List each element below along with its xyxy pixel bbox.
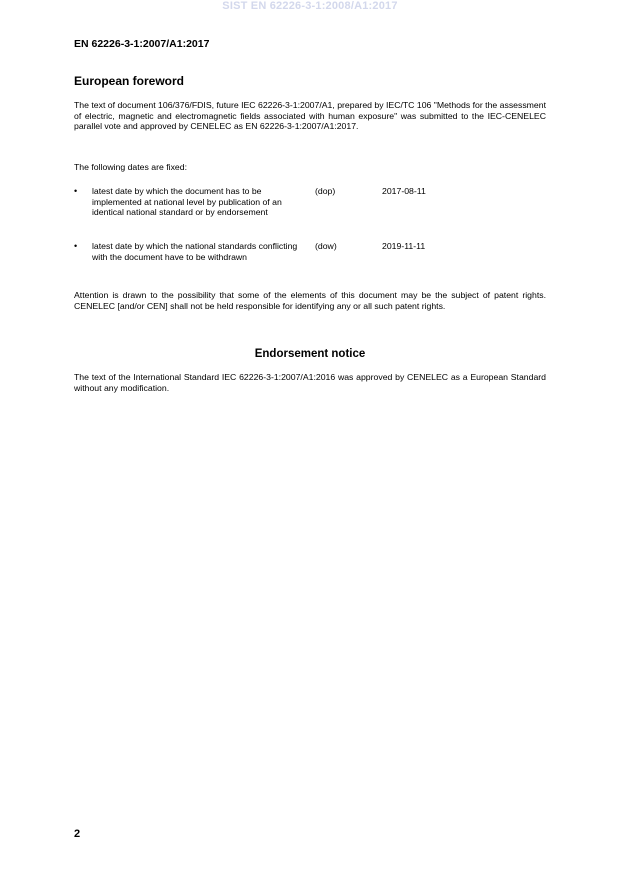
bullet-icon: •: [74, 241, 78, 251]
date-value: 2017-08-11: [382, 186, 426, 196]
endorsement-notice-heading: Endorsement notice: [254, 348, 366, 360]
date-list-item: [74, 241, 546, 281]
date-description: latest date by which the national standards conflicting with the document have to be withdrawn: [92, 241, 298, 262]
date-code: (dow): [315, 241, 337, 251]
watermark: SIST EN 62226-3-1:2008/A1:2017: [222, 0, 398, 12]
foreword-intro-paragraph: The text of document 106/376/FDIS, future IEC 62226-3-1:2007/A1, prepared by IEC/TC 106 "Methods for the assessment of electric, magnetic and electromagnetic fields associated with human exposure" was submitted to the IEC-CENELEC parallel vote and approved by CENELEC as EN 62226-3-1:2007/A1:2017.: [74, 100, 546, 132]
date-list-item: [74, 186, 546, 236]
date-value: 2019-11-11: [382, 241, 426, 251]
page-number: 2: [74, 828, 81, 840]
dates-intro-text: The following dates are fixed:: [74, 162, 188, 172]
document-identifier: EN 62226-3-1:2007/A1:2017: [74, 38, 210, 50]
endorsement-paragraph: The text of the International Standard IEC 62226-3-1:2007/A1:2016 was approved by CENELEC as a European Standard without any modification.: [74, 372, 546, 393]
european-foreword-heading: European foreword: [74, 74, 185, 88]
date-description: latest date by which the document has to be implemented at national level by publication of an identical national standard or by endorsement: [92, 186, 282, 218]
bullet-icon: •: [74, 186, 78, 196]
date-code: (dop): [315, 186, 336, 196]
patent-rights-paragraph: Attention is drawn to the possibility that some of the elements of this document may be the subject of patent rights. CENELEC [and/or CEN] shall not be held responsible for identifying any or all such patent rights.: [74, 290, 546, 311]
